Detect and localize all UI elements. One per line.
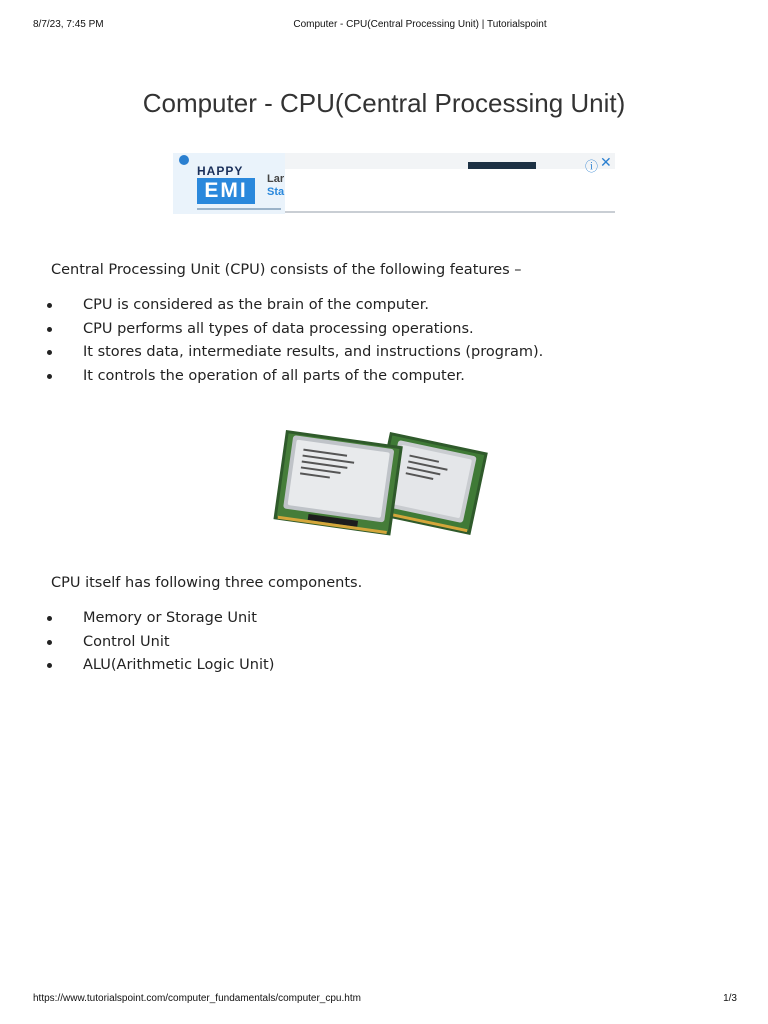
cpu-chip-front (273, 430, 402, 536)
bullet-icon (47, 640, 52, 645)
ad-brand-top: HAPPY (197, 164, 244, 178)
ad-badge-icon (179, 155, 189, 165)
list-item (47, 656, 274, 680)
list-item-text: Control Unit (83, 633, 170, 650)
ad-top-bar (285, 153, 615, 169)
list-item-text: ALU(Arithmetic Logic Unit) (83, 657, 275, 673)
page-title: Computer - CPU(Central Processing Unit) (142, 88, 626, 118)
ad-banner[interactable] (173, 153, 615, 214)
print-header (33, 19, 737, 33)
ad-fine-print (197, 208, 281, 210)
ad-text-line-1: Lar (267, 173, 285, 185)
components-intro: CPU itself has following three components. (51, 575, 363, 591)
list-item (47, 367, 543, 391)
ad-dark-block (468, 162, 536, 169)
close-icon[interactable]: ✕ (600, 155, 612, 171)
ad-brand-logo: EMI (197, 178, 255, 204)
list-item (47, 633, 274, 657)
print-url: https://www.tutorialspoint.com/computer_fundamentals/computer_cpu.htm (33, 993, 361, 1004)
features-intro: Central Processing Unit (CPU) consists of the following features – (51, 262, 522, 278)
page-number: 1/3 (723, 993, 737, 1004)
bullet-icon (47, 616, 52, 621)
list-item (47, 320, 543, 344)
print-footer (33, 993, 737, 1007)
components-list (47, 609, 274, 680)
ad-text-line-2: Sta (267, 186, 285, 198)
features-list (47, 296, 543, 390)
info-icon[interactable]: ⓘ (585, 160, 599, 175)
list-item (47, 343, 543, 367)
bullet-icon (47, 663, 52, 668)
list-item-text: CPU performs all types of data processing operations. (83, 320, 474, 337)
list-item-text: It controls the operation of all parts of the computer. (83, 367, 465, 384)
bullet-icon (47, 327, 52, 332)
bullet-icon (47, 374, 52, 379)
bullet-icon (47, 303, 52, 308)
print-datetime: 8/7/23, 7:45 PM (33, 19, 104, 30)
ad-content-area (285, 169, 615, 211)
list-item (47, 609, 274, 633)
cpu-chips-image (262, 428, 510, 540)
list-item (47, 296, 543, 320)
list-item-text: Memory or Storage Unit (83, 610, 257, 626)
ad-bottom-line (285, 211, 615, 213)
list-item-text: CPU is considered as the brain of the computer. (83, 297, 429, 313)
print-page-title: Computer - CPU(Central Processing Unit) | Tutorialspoint (293, 19, 547, 30)
bullet-icon (47, 350, 52, 355)
list-item-text: It stores data, intermediate results, and instructions (program). (83, 344, 544, 360)
